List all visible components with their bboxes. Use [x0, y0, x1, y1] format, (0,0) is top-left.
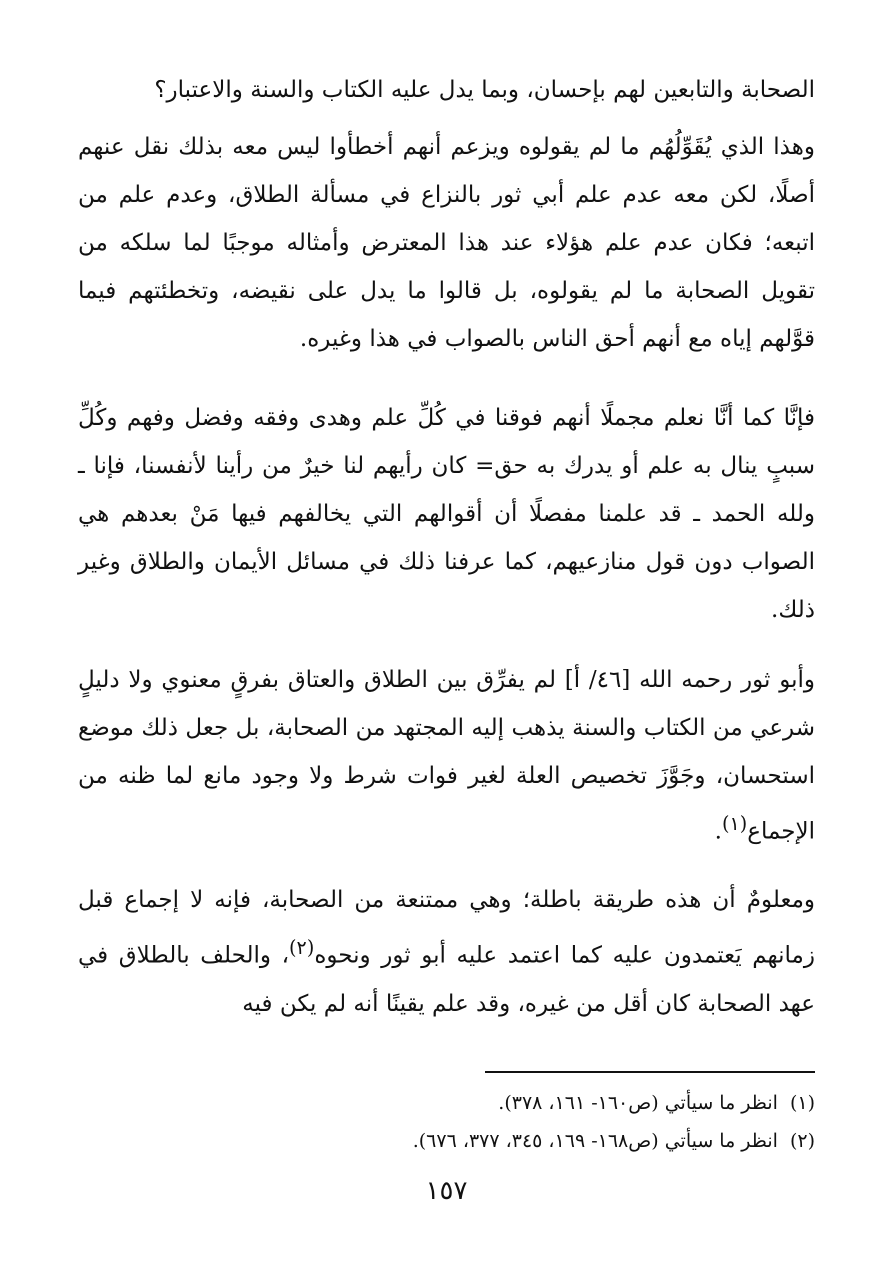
- footnote-number: (٢): [789, 1130, 815, 1152]
- paragraph-3: [78, 656, 815, 856]
- footnote-2: [78, 1122, 815, 1160]
- paragraph-2: فإنَّا كما أنَّا نعلم مجملًا أنهم فوقنا في كُلِّ علم وهدى وفقه وفضل وفهم وكُلِّ سببٍ ينال به علم أو يدرك به حق= كان رأيهم لنا خيرٌ من رأينا لأنفسنا، فإنا ـ ولله الحمد ـ قد علمنا مفصلًا أن أقوالهم التي يخالفهم فيها مَنْ بعدهم هي الصواب دون قول منازعيهم، كما عرفنا ذلك في مسائل الأيمان والطلاق وغير ذلك.: [78, 405, 815, 623]
- footnote-ref-1[interactable]: (١): [721, 812, 748, 835]
- footnote-1: [78, 1084, 815, 1122]
- footnotes: [78, 1084, 815, 1160]
- paragraph-1: وهذا الذي يُقَوِّلُهُم ما لم يقولوه ويزعم أنهم أخطأوا ليس معه بذلك نقل عنهم أصلًا، لكن معه عدم علم أبي ثور بالنزاع في مسألة الطلاق، وعدم علم من اتبعه؛ فكان عدم علم هؤلاء عند هذا المعترض وأمثاله موجبًا لما سلكه من تقويل الصحابة ما لم يقولوه، بل قالوا ما يدل على نقيضه، وتخطئتهم فيما قوَّلهم إياه مع أنهم أحق الناس بالصواب في هذا وغيره.: [78, 134, 815, 352]
- footnote-divider: [485, 1071, 815, 1073]
- paragraph-4-end: ، والحلف بالطلاق في عهد الصحابة كان أقل من غيره، وقد علم يقينًا أنه لم يكن فيه: [78, 942, 815, 1017]
- footnote-ref-2[interactable]: (٢): [289, 936, 315, 959]
- footnote-text: انظر ما سيأتي (ص١٦٨- ١٦٩، ٣٤٥، ٣٧٧، ٦٧٦).: [412, 1130, 778, 1152]
- page-number: ١٥٧: [425, 1176, 468, 1206]
- footnote-number: (١): [789, 1092, 815, 1114]
- paragraph-4-text: ومعلومٌ أن هذه طريقة باطلة؛ وهي ممتنعة من الصحابة، فإنه لا إجماع قبل زمانهم يَعتمدون عليه كما اعتمد عليه أبو ثور ونحوه: [78, 887, 815, 969]
- footnote-text: انظر ما سيأتي (ص١٦٠- ١٦١، ٣٧٨).: [498, 1092, 778, 1114]
- paragraph-3-end: .: [714, 818, 722, 845]
- paragraph-3-text: وأبو ثور رحمه الله [٤٦/ أ] لم يفرِّق بين الطلاق والعتاق بفرقٍ معنوي ولا دليلٍ شرعي من الكتاب والسنة يذهب إليه المجتهد من الصحابة، بل جعل ذلك موضع استحسان، وجَوَّزَ تخصيص العلة لغير فوات شرط ولا وجود مانع لما ظنه من الإجماع: [78, 667, 815, 845]
- paragraph-4: [78, 876, 815, 1028]
- continuation-line: الصحابة والتابعين لهم بإحسان، وبما يدل عليه الكتاب والسنة والاعتبار؟: [154, 77, 815, 103]
